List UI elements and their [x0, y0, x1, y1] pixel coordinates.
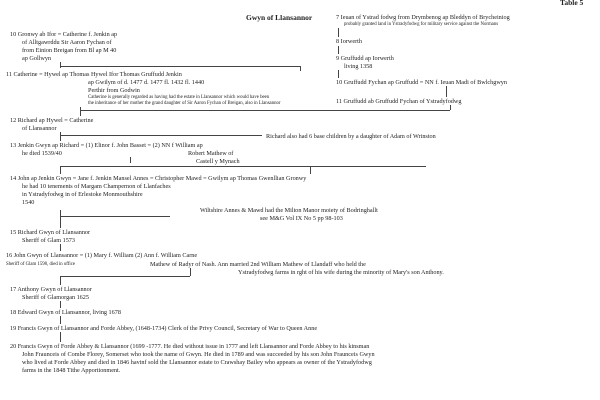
gen13-line1: 13 Jenkin Gwyn ap Richard = (1) Elinor f. John Basset = (2) NN f William ap — [10, 142, 203, 149]
connector — [60, 135, 262, 136]
gen10-line2: of Alltgawrddu Sir Aaron Fychan of — [22, 39, 112, 46]
connector — [60, 276, 190, 277]
connector — [60, 132, 61, 141]
gen20-line3: who lived at Forde Abbey and died in 1846 havinf sold the Llansannor estate to Crawshay Bailey who appears as owner of the Ystradyfodwg — [22, 359, 372, 366]
gen15-line1: 15 Richard Gwyn of Llansannor — [10, 229, 91, 236]
connector — [190, 268, 191, 276]
right-gen7-note: probably granted land in Ystradyfodwg for military service against the Normans — [344, 22, 499, 27]
right-gen7: 7 Ieuan of Ystrad fodwg from Drymbenog ap Bleddyn of Brycheiniog — [336, 14, 510, 21]
connector — [60, 216, 61, 228]
gen16-line2b: Mathew of Radyr of Nash. Ann married 2nd William Mathew of Llandaff who held the — [150, 261, 366, 268]
gen14-line2: he had 10 tenements of Margam Champernon of Llanfaches — [22, 183, 171, 190]
connector — [450, 105, 451, 110]
gen17-line1: 17 Anthony Gwyn of Llansannor — [10, 286, 92, 293]
gen17-line2: Sheriff of Glamorgan 1625 — [22, 294, 89, 301]
right-gen9-note: living 1358 — [344, 63, 373, 70]
connector — [446, 86, 447, 97]
connector — [60, 166, 61, 174]
gen14-line6: see M&G Vol IX No 5 pp 98-103 — [260, 215, 343, 222]
gen19-line: 19 Francis Gwyn of Llansannor and Forde Abbey, (1648-1734) Clerk of the Privy Council, Secretary of War to Queen Anne — [10, 325, 318, 332]
gen11-line3: Perthir from Godwin — [88, 87, 140, 94]
right-gen10: 10 Gruffudd Fychan ap Gruffudd = NN f. Ieuan Madi of Bwlchgwyn — [336, 79, 507, 86]
connector — [60, 244, 61, 251]
gen14-line3: in Ystradyfodwg in of Erlestoke Monmouthshire — [22, 191, 143, 198]
gen20-line1: 20 Francis Gwyn of Forde Abbey & Llansannor (1699 -1777. He died without issue in 1777 and left Llansannor and Forde Abbey to his kinsman — [10, 343, 370, 350]
connector — [338, 70, 339, 78]
connector — [60, 301, 61, 308]
gen10-line4: ap Gollwyn — [22, 55, 52, 62]
connector — [60, 62, 61, 68]
connector — [310, 166, 311, 174]
table-label: Table 5 — [560, 0, 584, 7]
gen11-line2: ap Gwilym of d. 1477 d. 1477 fl. 1432 fl. 1440 — [88, 79, 205, 86]
page-title: Gwyn of Llansannor — [246, 13, 313, 22]
gen13-line3: Robert Mathew of — [188, 150, 234, 157]
right-gen9: 9 Gruffudd ap Iorwerth — [336, 55, 394, 62]
connector — [60, 216, 170, 217]
right-gen11: 11 Gruffudd ab Gruffudd Fychan of Ystradyfodwg — [336, 98, 462, 105]
connector — [60, 66, 300, 67]
gen18-line: 18 Edward Gwyn of Llansannor, living 1678 — [10, 309, 121, 316]
connector — [80, 107, 81, 116]
connector — [300, 66, 301, 71]
gen20-line4: farms in the 1848 Tithe Apportionment. — [22, 367, 121, 374]
gen10-line3: from Einion Breigan from Bl ap M 40 — [22, 47, 117, 54]
gen16-line3: Ystradyfodwg farms in rght of his wife during the minority of Mary's son Anthony. — [238, 269, 444, 276]
right-gen8: 8 Iorwerth — [336, 38, 362, 45]
gen13-line2: he died 1539/40 — [22, 150, 62, 157]
gen13-line4: Castell y Mynach — [196, 158, 240, 165]
gen11-note2: the inheritance of her mother the grand daughter of Sir Aaron Fychan of Breigan, also in Llansannor — [88, 101, 281, 106]
gen15-line2: Sheriff of Glam 1573 — [22, 237, 75, 244]
gen14-line1: 14 John ap Jenkin Gwyn = Jane f. Jenkin Mansel Annes = Christopher Mawd = Gwilym ap Thomas Gwenllian Gronwy — [10, 175, 307, 182]
gen14-line5: Wiltshire Annes & Mawd had the Milton Manor moiety of Bodringhallt — [200, 207, 378, 214]
connector — [130, 157, 131, 163]
connector — [60, 316, 61, 324]
gen11-note1: Catherine is generally regarded as having had the estate in Llansannor which would have been — [88, 95, 270, 100]
gen12-side-note: Richard also had 6 base children by a daughter of Adam of Wrinston — [266, 133, 436, 140]
connector — [60, 276, 61, 285]
connector — [338, 46, 339, 54]
gen20-line2: John Fraunceis of Combe Florey, Somerset who took the name of Gwyn. He died in 1789 and was succeeded by his son John Fraunceis Gwyn — [22, 351, 375, 358]
gen10-line1: 10 Gronwy ab Ifor = Catherine f. Jenkin ap — [10, 31, 118, 38]
gen11-line1: 11 Catherine = Hywel ap Thomas Hywel Ifor Thomas Gruffudd Jenkin — [6, 71, 182, 78]
gen16-line1: 16 John Gwyn of Llansannor = (1) Mary f. William (2) Ann f. William Carne — [6, 252, 198, 259]
gen12-line1: 12 Richard ap Hywel = Catherine — [10, 117, 94, 124]
connector — [60, 332, 61, 342]
gen12-line2: of Llansannor — [22, 125, 57, 132]
connector — [80, 110, 450, 111]
connector — [338, 28, 339, 37]
gen16-line2: Sheriff of Glam 1598, died in office — [6, 262, 75, 267]
connector — [60, 166, 426, 167]
gen14-line4: 1540 — [22, 199, 35, 206]
